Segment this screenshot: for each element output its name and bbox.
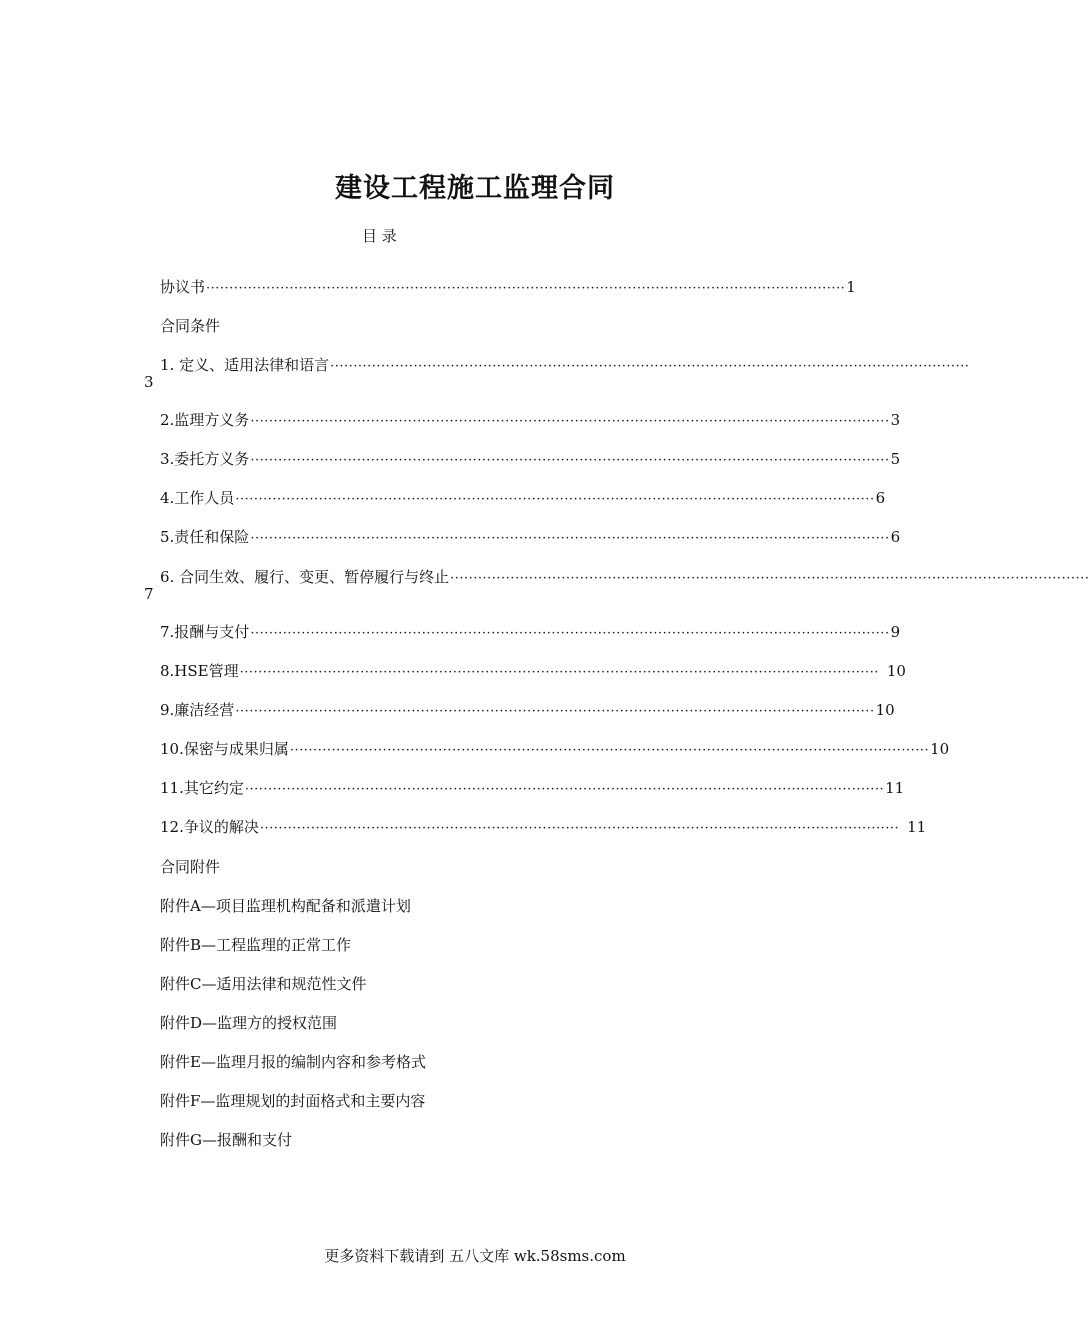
toc-entry [160, 621, 901, 643]
toc-entry-label: 11.其它约定 [160, 779, 244, 797]
toc-entry [160, 409, 901, 431]
toc-appendix-item: 附件A—项目监理机构配备和派遣计划 [160, 897, 411, 915]
toc-entry [160, 816, 927, 838]
toc-section-heading: 合同附件 [160, 858, 221, 876]
dot-leader: ·········································································································································· [250, 626, 890, 641]
dot-leader: ·········································································································································· [250, 414, 890, 429]
toc-entry-page: 11 [885, 779, 905, 797]
dot-leader: ·········································································································································· [235, 492, 875, 507]
toc-appendix-item: 附件D—监理方的授权范围 [160, 1014, 338, 1032]
document-title: 建设工程施工监理合同 [335, 173, 615, 204]
toc-entry-label: 9.廉洁经营 [160, 701, 235, 719]
toc-appendix-item: 附件B—工程监理的正常工作 [160, 936, 352, 954]
toc-entry-label: 1. 定义、适用法律和语言 [160, 356, 330, 374]
toc-entry-page: 11 [907, 818, 927, 836]
dot-leader: ·········································································································································· [450, 571, 1089, 586]
toc-entry-label: 7.报酬与支付 [160, 623, 250, 641]
toc-entry-page: 9 [890, 623, 901, 641]
toc-section-heading: 合同条件 [160, 317, 221, 335]
toc-entry-page: 3 [144, 373, 154, 391]
toc-entry [160, 738, 950, 760]
toc-appendix-item: 附件E—监理月报的编制内容和参考格式 [160, 1053, 426, 1071]
page-footer: 更多资料下载请到 五八文库 wk.58sms.com [324, 1247, 626, 1265]
toc-entry-page: 7 [144, 585, 154, 603]
toc-entry [160, 487, 886, 509]
toc-entry [160, 526, 901, 548]
toc-entry-page: 10 [875, 701, 895, 719]
toc-entry-label: 5.责任和保险 [160, 528, 250, 546]
toc-appendix-item: 附件F—监理规划的封面格式和主要内容 [160, 1092, 426, 1110]
toc-entry-page: 10 [930, 740, 950, 758]
toc-heading: 目 录 [362, 227, 397, 245]
dot-leader: ·········································································································································· [259, 821, 900, 836]
dot-leader: ·········································································································································· [250, 453, 890, 468]
dot-leader: ·········································································································································· [235, 704, 875, 719]
toc-entry-label: 协议书 [160, 278, 206, 296]
toc-entry-label: 2.监理方义务 [160, 411, 250, 429]
toc-entry [160, 777, 905, 799]
toc-entry [160, 660, 906, 682]
toc-entry-page: 6 [875, 489, 886, 507]
toc-entry [160, 354, 970, 376]
toc-entry-label: 10.保密与成果归属 [160, 740, 289, 758]
toc-entry [160, 448, 901, 470]
dot-leader: ·········································································································································· [239, 665, 879, 680]
toc-entry-page: 3 [890, 411, 901, 429]
toc-entry-page: 10 [886, 662, 906, 680]
toc-entry-label: 8.HSE管理 [160, 662, 239, 680]
toc-entry-page: 1 [846, 278, 856, 296]
dot-leader: ·········································································································································· [244, 782, 885, 797]
dot-leader: ·········································································································································· [206, 281, 846, 296]
toc-entry-label: 4.工作人员 [160, 489, 235, 507]
toc-entry-label: 3.委托方义务 [160, 450, 250, 468]
toc-entry [160, 699, 895, 721]
dot-leader: ·········································································································································· [250, 531, 890, 546]
toc-entry-page: 5 [890, 450, 901, 468]
toc-appendix-item: 附件C—适用法律和规范性文件 [160, 975, 367, 993]
toc-entry [160, 276, 856, 298]
dot-leader: ·········································································································································· [330, 359, 970, 374]
toc-entry-label: 12.争议的解决 [160, 818, 259, 836]
toc-appendix-item: 附件G—报酬和支付 [160, 1131, 292, 1149]
toc-entry [160, 566, 1089, 588]
toc-entry-page: 6 [890, 528, 901, 546]
dot-leader: ·········································································································································· [289, 743, 930, 758]
toc-entry-label: 6. 合同生效、履行、变更、暂停履行与终止 [160, 568, 450, 586]
